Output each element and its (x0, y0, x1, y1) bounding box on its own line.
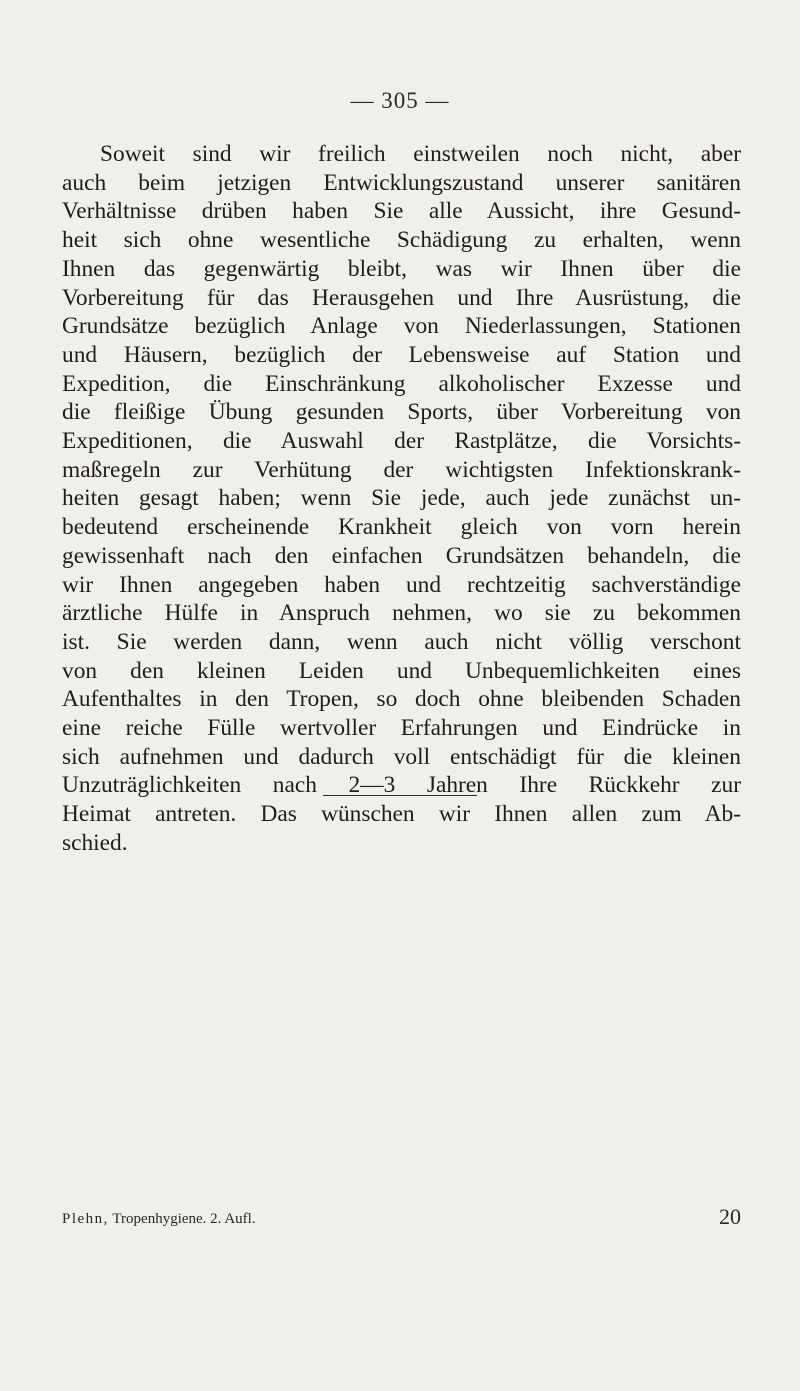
text-line: Ihnen das gegenwärtig bleibt, was wir Ihnen über die (62, 255, 741, 282)
text-line: Verhältnisse drüben haben Sie alle Aussicht, ihre Gesund- (62, 198, 741, 225)
body-paragraph (62, 140, 741, 858)
signature-mark: 20 (719, 1204, 741, 1229)
text-line: ist. Sie werden dann, wenn auch nicht völlig verschont (62, 628, 741, 655)
text-line: Soweit sind wir freilich einstweilen noch nicht, aber (100, 141, 741, 167)
text-line: wir Ihnen angegeben haben und rechtzeitig sachverständige (62, 571, 741, 598)
footer-author: Plehn, (62, 1211, 109, 1227)
page-number: — 305 — (350, 88, 450, 113)
text-line: heiten gesagt haben; wenn Sie jede, auch jede zunächst un- (62, 485, 741, 512)
section-divider (323, 795, 477, 796)
text-line: und Häusern, bezüglich der Lebensweise auf Station und (62, 341, 741, 368)
text-line: heit sich ohne wesentliche Schädigung zu erhalten, wenn (62, 227, 741, 254)
text-line: auch beim jetzigen Entwicklungszustand unserer sanitären (62, 169, 741, 196)
footer-title: Tropenhygiene. 2. Aufl. (112, 1211, 256, 1227)
footer-citation (62, 1211, 256, 1228)
text-line: sich aufnehmen und dadurch voll entschädigt für die kleinen (62, 743, 741, 770)
text-line: Unzuträglichkeiten nach 2—3 Jahren Ihre Rückkehr zur (62, 772, 741, 799)
text-line: Vorbereitung für das Herausgehen und Ihre Ausrüstung, die (62, 284, 741, 311)
text-line: von den kleinen Leiden und Unbequemlichkeiten eines (62, 657, 741, 684)
text-line: gewissenhaft nach den einfachen Grundsätzen behandeln, die (62, 542, 741, 569)
text-line: ärztliche Hülfe in Anspruch nehmen, wo sie zu bekommen (62, 600, 741, 627)
text-line: schied. (62, 829, 128, 856)
text-line: Heimat antreten. Das wünschen wir Ihnen allen zum Ab- (62, 801, 741, 828)
text-line: eine reiche Fülle wertvoller Erfahrungen und Eindrücke in (62, 715, 741, 742)
text-line: Aufenthaltes in den Tropen, so doch ohne bleibenden Schaden (62, 686, 741, 713)
text-line: bedeutend erscheinende Krankheit gleich von vorn herein (62, 514, 741, 541)
text-line: Expedition, die Einschränkung alkoholischer Exzesse und (62, 370, 741, 397)
text-line: die fleißige Übung gesunden Sports, über Vorbereitung von (62, 399, 741, 426)
text-line: Expeditionen, die Auswahl der Rastplätze, die Vorsichts- (62, 428, 741, 455)
text-line: maßregeln zur Verhütung der wichtigsten Infektionskrank- (62, 456, 741, 483)
text-line: Grundsätze bezüglich Anlage von Niederlassungen, Stationen (62, 313, 741, 340)
